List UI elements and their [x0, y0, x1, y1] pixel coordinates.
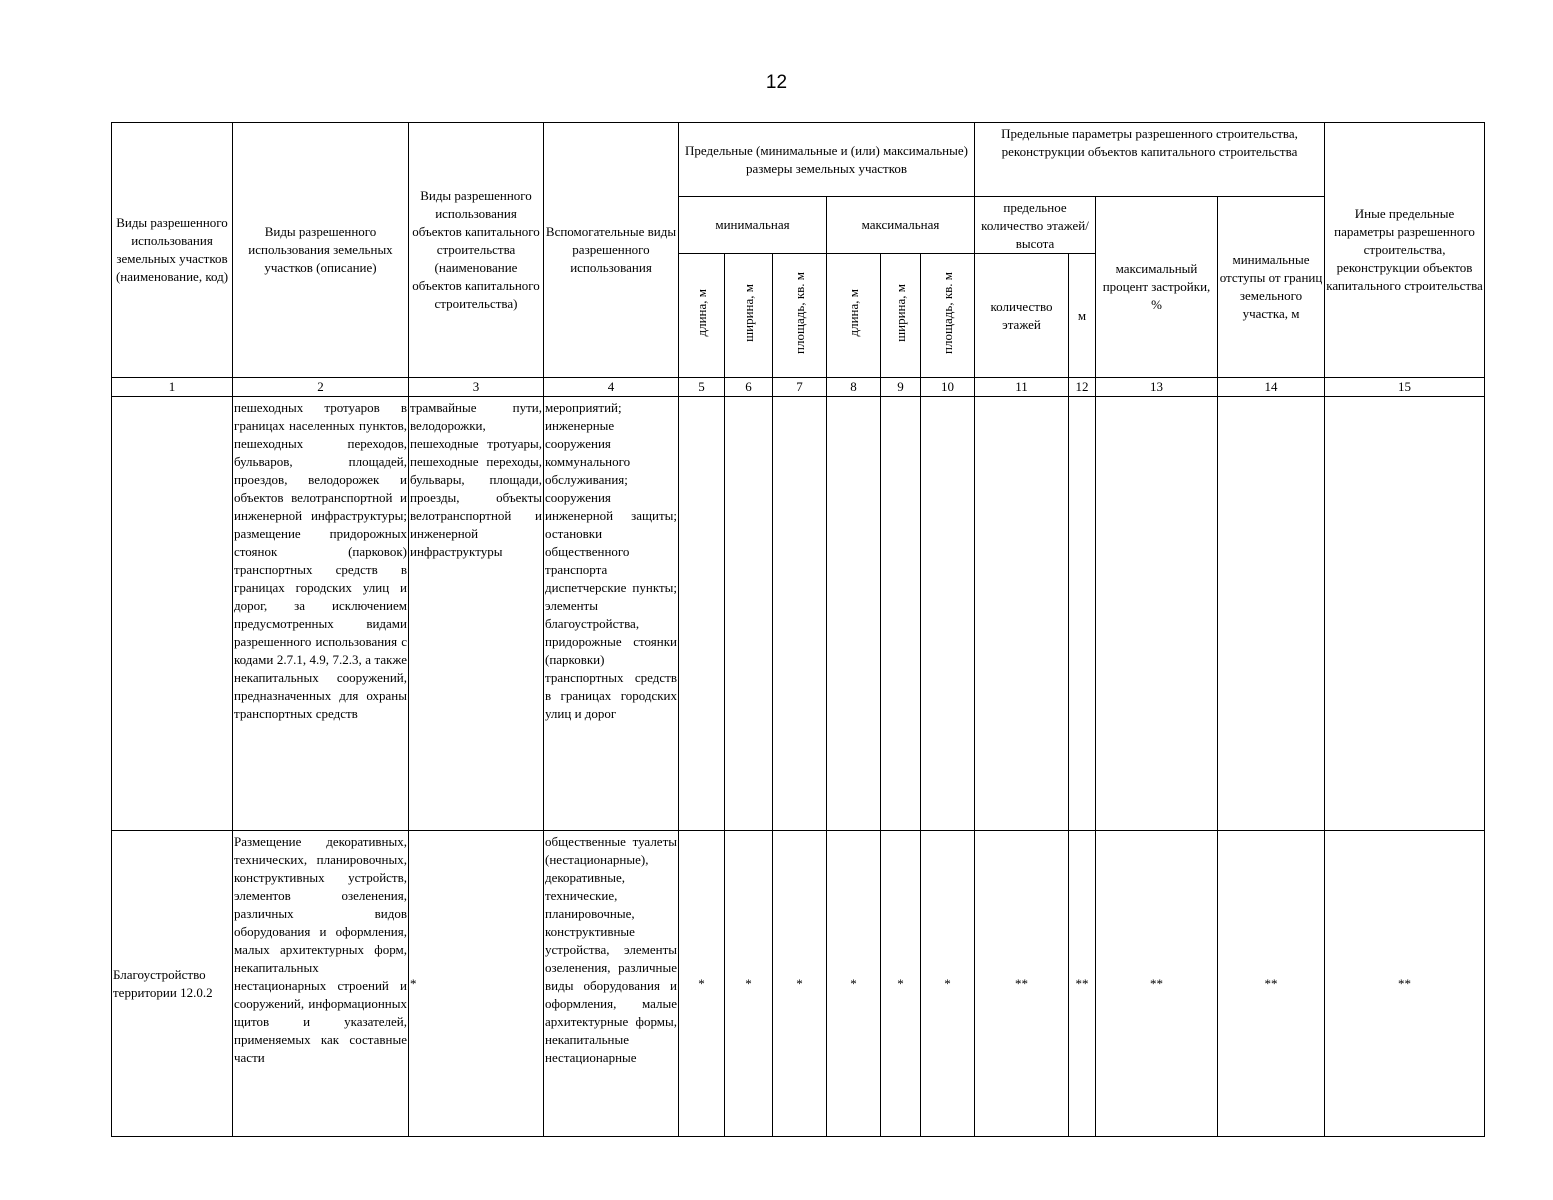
header-floors-count: количество этажей: [975, 254, 1069, 378]
row-land-use-name: Благоустройство территории 12.0.2: [112, 831, 233, 1137]
row-value: **: [975, 831, 1069, 1137]
table-row: [112, 397, 1485, 831]
header-min-length: длина, м: [679, 254, 725, 378]
column-number: 13: [1096, 378, 1218, 397]
header-plot-size-limits: Предельные (минимальные и (или) максимальные) размеры земельных участков: [679, 123, 975, 197]
row-value: [921, 397, 975, 831]
header-other-params: Иные предельные параметры разрешенного строительства, реконструкции объектов капитального строительства: [1325, 123, 1485, 378]
header-min-width: ширина, м: [725, 254, 773, 378]
row-description: пешеходных тротуаров в границах населенных пунктов, пешеходных переходов, бульваров, площадей, проездов, велодорожек и объектов велотранспортной и инженерной инфраструктуры; размещение придорожных стоянок (парковок) транспортных средств в границах городских улиц и дорог, за исключением предусмотренных видами разрешенного использования с кодами 2.7.1, 4.9, 7.2.3, а также некапитальных сооружений, предназначенных для охраны транспортных средств: [233, 397, 409, 831]
row-value: *: [725, 831, 773, 1137]
page-number: 12: [765, 72, 788, 93]
header-min-area: площадь, кв. м: [773, 254, 827, 378]
header-land-use-types: Виды разрешенного использования земельных участков (наименование, код): [112, 123, 233, 378]
row-auxiliary-uses: общественные туалеты (нестационарные), декоративные, технические, планировочные, конструктивные устройства, элементы озеленения, различные виды оборудования и оформления, малые архитектурные формы, некапитальные нестационарные: [544, 831, 679, 1137]
column-number: 11: [975, 378, 1069, 397]
row-value: *: [679, 831, 725, 1137]
row-land-use-name: [112, 397, 233, 831]
row-value: [725, 397, 773, 831]
header-auxiliary-uses: Вспомогательные виды разрешенного использования: [544, 123, 679, 378]
row-value: [1069, 397, 1096, 831]
header-building-params: Предельные параметры разрешенного строительства, реконструкции объектов капитального строительства: [975, 123, 1325, 197]
row-value: [1096, 397, 1218, 831]
row-value: **: [1325, 831, 1485, 1137]
column-number: 4: [544, 378, 679, 397]
row-value: *: [827, 831, 881, 1137]
header-max-length: длина, м: [827, 254, 881, 378]
row-construction-objects: *: [409, 831, 544, 1137]
header-max-area: площадь, кв. м: [921, 254, 975, 378]
header-minimal: минимальная: [679, 197, 827, 254]
column-number: 2: [233, 378, 409, 397]
row-value: [827, 397, 881, 831]
row-value: *: [773, 831, 827, 1137]
column-number: 1: [112, 378, 233, 397]
row-value: *: [881, 831, 921, 1137]
header-min-setbacks: минимальные отступы от границ земельного участка, м: [1218, 197, 1325, 378]
header-construction-types: Виды разрешенного использования объектов капитального строительства (наименование объектов капитального строительства): [409, 123, 544, 378]
header-land-use-description: Виды разрешенного использования земельных участков (описание): [233, 123, 409, 378]
row-construction-objects: трамвайные пути, велодорожки, пешеходные тротуары, пешеходные переходы, бульвары, площади, проезды, объекты велотранспортной и инженерной инфраструктуры: [409, 397, 544, 831]
table-row: [112, 831, 1485, 1137]
row-value: **: [1069, 831, 1096, 1137]
row-value: [1325, 397, 1485, 831]
row-value: [773, 397, 827, 831]
row-value: *: [921, 831, 975, 1137]
column-number: 9: [881, 378, 921, 397]
column-number: 14: [1218, 378, 1325, 397]
header-floors-height: предельное количество этажей/высота: [975, 197, 1096, 254]
column-number: 7: [773, 378, 827, 397]
header-max-build-percent: максимальный процент застройки, %: [1096, 197, 1218, 378]
row-value: **: [1218, 831, 1325, 1137]
header-max-width: ширина, м: [881, 254, 921, 378]
column-number: 10: [921, 378, 975, 397]
land-use-regulations-table: [111, 122, 1485, 1137]
row-value: **: [1096, 831, 1218, 1137]
header-height-meters: м: [1069, 254, 1096, 378]
row-value: [679, 397, 725, 831]
column-number: 12: [1069, 378, 1096, 397]
column-number: 6: [725, 378, 773, 397]
header-maximal: максимальная: [827, 197, 975, 254]
row-description: Размещение декоративных, технических, планировочных, конструктивных устройств, элементов озеленения, различных видов оборудования и оформления, малых архитектурных форм, некапитальных нестационарных строений и сооружений, информационных щитов и указателей, применяемых как составные части: [233, 831, 409, 1137]
column-number: 5: [679, 378, 725, 397]
row-auxiliary-uses: мероприятий; инженерные сооружения коммунального обслуживания; сооружения инженерной защиты; остановки общественного транспорта диспетчерские пункты; элементы благоустройства, придорожные стоянки (парковки) транспортных средств в границах городских улиц и дорог: [544, 397, 679, 831]
column-number: 8: [827, 378, 881, 397]
column-number: 15: [1325, 378, 1485, 397]
row-value: [975, 397, 1069, 831]
row-value: [1218, 397, 1325, 831]
column-number: 3: [409, 378, 544, 397]
row-value: [881, 397, 921, 831]
